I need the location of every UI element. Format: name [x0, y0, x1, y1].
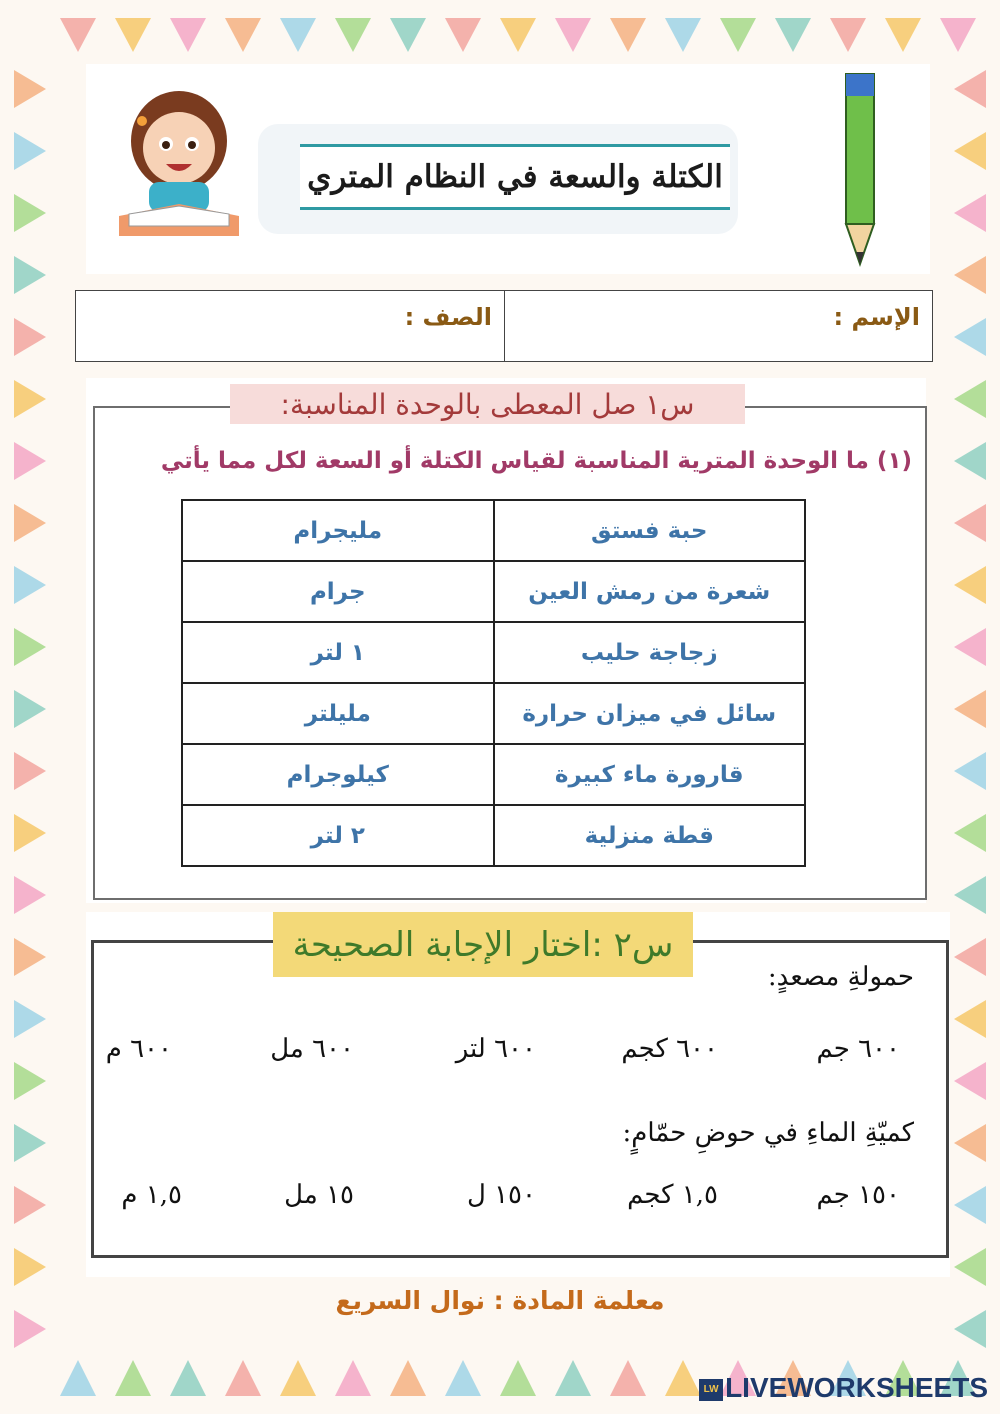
answer-option[interactable]: ١٥ مل — [284, 1180, 354, 1210]
matching-table — [181, 499, 806, 867]
table-row — [182, 744, 805, 805]
unit-cell[interactable]: ١ لتر — [182, 622, 494, 683]
liveworksheets-logo[interactable] — [699, 1372, 988, 1404]
item-cell[interactable]: شعرة من رمش العين — [494, 561, 805, 622]
worksheet-header — [86, 64, 930, 274]
liveworksheets-icon: LW — [699, 1379, 723, 1401]
answer-option[interactable]: ١,٥ كجم — [627, 1180, 718, 1210]
question-2-title: س٢ :اختار الإجابة الصحيحة — [273, 912, 693, 977]
answer-option[interactable]: ١٥٠ ل — [466, 1180, 536, 1210]
answer-option[interactable]: ١٥٠ جم — [816, 1180, 900, 1210]
girl-reading-illustration — [114, 86, 244, 246]
grade-field[interactable] — [76, 291, 504, 361]
answer-option[interactable]: ١,٥ م — [121, 1180, 182, 1210]
name-label: الإسم : — [833, 303, 920, 331]
answer-option[interactable]: ٦٠٠ جم — [816, 1034, 900, 1064]
item-cell[interactable]: زجاجة حليب — [494, 622, 805, 683]
table-row — [182, 561, 805, 622]
grade-label: الصف : — [404, 303, 492, 331]
unit-cell[interactable]: كيلوجرام — [182, 744, 494, 805]
question-1-title: س١ صل المعطى بالوحدة المناسبة: — [230, 384, 745, 424]
student-info-table — [75, 290, 933, 362]
question-2a-text: حمولةِ مصعدٍ: — [767, 962, 914, 992]
item-cell[interactable]: حبة فستق — [494, 500, 805, 561]
answer-option[interactable]: ٦٠٠ م — [105, 1034, 172, 1064]
unit-cell[interactable]: جرام — [182, 561, 494, 622]
table-row — [182, 683, 805, 744]
answer-option[interactable]: ٦٠٠ كجم — [621, 1034, 718, 1064]
question-1-prompt: (١) ما الوحدة المترية المناسبة لقياس الكتلة أو السعة لكل مما يأتي — [160, 448, 912, 474]
item-cell[interactable]: سائل في ميزان حرارة — [494, 683, 805, 744]
unit-cell[interactable]: مليلتر — [182, 683, 494, 744]
unit-cell[interactable]: مليجرام — [182, 500, 494, 561]
question-2b-text: كميّةِ الماءِ في حوضِ حمّامٍ: — [622, 1118, 914, 1148]
answer-option[interactable]: ٦٠٠ لتر — [455, 1034, 536, 1064]
table-row — [182, 805, 805, 866]
unit-cell[interactable]: ٢ لتر — [182, 805, 494, 866]
answer-option[interactable]: ٦٠٠ مل — [270, 1034, 354, 1064]
page-title: الكتلة والسعة في النظام المتري — [300, 144, 730, 210]
item-cell[interactable]: قارورة ماء كبيرة — [494, 744, 805, 805]
pencil-illustration — [826, 64, 896, 274]
item-cell[interactable]: قطة منزلية — [494, 805, 805, 866]
brand-text: LIVEWORKSHEETS — [725, 1372, 988, 1403]
teacher-credit: معلمة المادة : نوال السريع — [335, 1286, 665, 1315]
table-row — [182, 500, 805, 561]
name-field[interactable] — [504, 291, 932, 361]
table-row — [182, 622, 805, 683]
